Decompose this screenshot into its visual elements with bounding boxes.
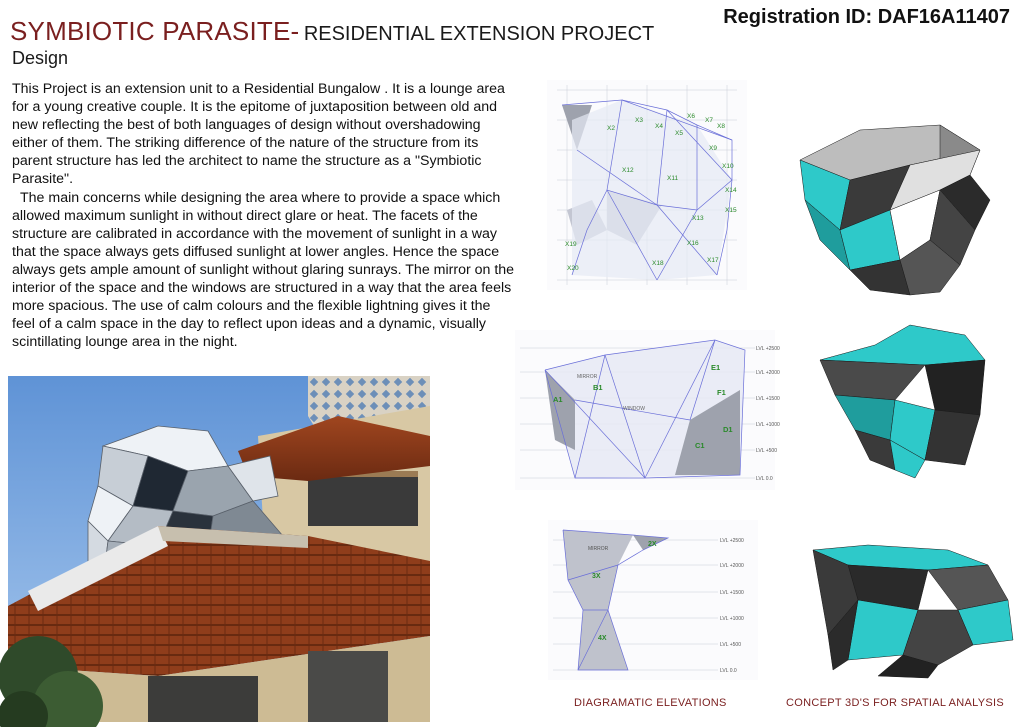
elev3-level: LVL +2500 bbox=[720, 538, 744, 544]
elev1-label: X12 bbox=[622, 167, 634, 174]
elevation-drawing-1 bbox=[547, 80, 747, 290]
elev2-level: LVL +2500 bbox=[756, 346, 780, 352]
elev1-label: X9 bbox=[709, 145, 717, 152]
elevation-drawing-2 bbox=[515, 330, 780, 490]
elev1-label: X20 bbox=[567, 265, 579, 272]
elevation-drawing-3 bbox=[548, 520, 758, 680]
elev2-label: D1 bbox=[723, 425, 733, 434]
elev1-label: X15 bbox=[725, 207, 737, 214]
elev2-level: LVL +1000 bbox=[756, 422, 780, 428]
elev2-level: LVL 0.0 bbox=[756, 476, 773, 482]
elev1-label: X13 bbox=[692, 215, 704, 222]
elev3-level: LVL +2000 bbox=[720, 563, 744, 569]
elev3-level: LVL +1500 bbox=[720, 590, 744, 596]
elev1-label: X11 bbox=[667, 175, 679, 182]
elev1-label: X16 bbox=[687, 240, 699, 247]
elev1-label: X18 bbox=[652, 260, 664, 267]
concept-model-2 bbox=[815, 320, 1000, 480]
caption-concepts: CONCEPT 3D'S FOR SPATIAL ANALYSIS bbox=[786, 697, 1005, 709]
elev1-label: X5 bbox=[675, 130, 683, 137]
elev1-label: X8 bbox=[717, 123, 725, 130]
elev1-label: X4 bbox=[655, 123, 663, 130]
elev1-label: X17 bbox=[707, 257, 719, 264]
description-paragraph-1: This Project is an extension unit to a Residential Bungalow . It is a lounge area for a young creative couple. It is the epitome of juxtaposition between old and new reflecting the best of both languages of design without overshadowing either of them. The striking difference of the nature of the structure from its parent structure has led the architect to name the structure as a "Symbiotic Parasite". bbox=[12, 81, 505, 188]
concept-model-1 bbox=[790, 120, 1000, 300]
elev1-label: X10 bbox=[722, 163, 734, 170]
elevation-1-svg bbox=[547, 80, 747, 290]
elev2-window: WINDOW bbox=[623, 406, 645, 412]
elev2-level: LVL +1500 bbox=[756, 396, 780, 402]
elev2-level: LVL +2000 bbox=[756, 370, 780, 376]
title-main: SYMBIOTIC PARASITE- bbox=[10, 16, 300, 46]
caption-elevations: DIAGRAMATIC ELEVATIONS bbox=[574, 697, 727, 709]
registration-id: Registration ID: DAF16A11407 bbox=[723, 6, 1010, 28]
elev3-label: 2X bbox=[648, 541, 657, 548]
concept-model-1-svg bbox=[790, 120, 1000, 300]
elev3-level: LVL +1000 bbox=[720, 616, 744, 622]
elev2-label: B1 bbox=[593, 383, 603, 392]
building-photo-image bbox=[8, 376, 430, 722]
concept-model-3-svg bbox=[808, 540, 1020, 680]
elev1-label: X2 bbox=[607, 125, 615, 132]
elev2-level: LVL +500 bbox=[756, 448, 777, 454]
concept-model-2-svg bbox=[815, 320, 1000, 480]
title-rest: RESIDENTIAL EXTENSION PROJECT bbox=[303, 23, 655, 45]
elev2-label: A1 bbox=[553, 395, 563, 404]
project-description bbox=[12, 80, 517, 351]
elev2-label: F1 bbox=[717, 388, 726, 397]
elev1-label: X7 bbox=[705, 117, 713, 124]
project-title bbox=[10, 16, 654, 47]
elev2-label: C1 bbox=[695, 441, 705, 450]
description-paragraph-2: The main concerns while designing the area where to provide a space which allowed maximum sunlight in without direct glare or heat. The facets of the structure are calibrated in accordance with the movement of sunlight in a way that the space always gets diffused sunlight at lower angles. Hence the space always gets ample amount of sunlight without glaring sunrays. The mirror on the interior of the space and the windows are structured in a way that the area feels more spacious. The use of calm colours and the flexible lightning gives it the feel of a calm space in the day to reflect upon ideas and a dynamic, visually scintillating lounge area in the night. bbox=[12, 189, 515, 351]
elev3-level: LVL 0.0 bbox=[720, 668, 737, 674]
elev3-level: LVL +500 bbox=[720, 642, 741, 648]
building-photo bbox=[8, 376, 430, 722]
elev2-mirror: MIRROR bbox=[577, 374, 598, 380]
concept-model-3 bbox=[808, 540, 1020, 680]
section-subtitle: Design bbox=[12, 48, 69, 68]
elev3-label: 3X bbox=[592, 573, 601, 580]
elevation-2-svg bbox=[515, 330, 780, 490]
elevation-3-svg bbox=[548, 520, 758, 680]
elev2-label: E1 bbox=[711, 363, 721, 372]
elev3-label: 4X bbox=[598, 635, 607, 642]
elev3-mirror: MIRROR bbox=[588, 546, 609, 552]
elev1-label: X19 bbox=[565, 241, 577, 248]
elev1-label: X3 bbox=[635, 117, 643, 124]
elev1-label: X14 bbox=[725, 187, 737, 194]
elev1-label: X6 bbox=[687, 113, 695, 120]
